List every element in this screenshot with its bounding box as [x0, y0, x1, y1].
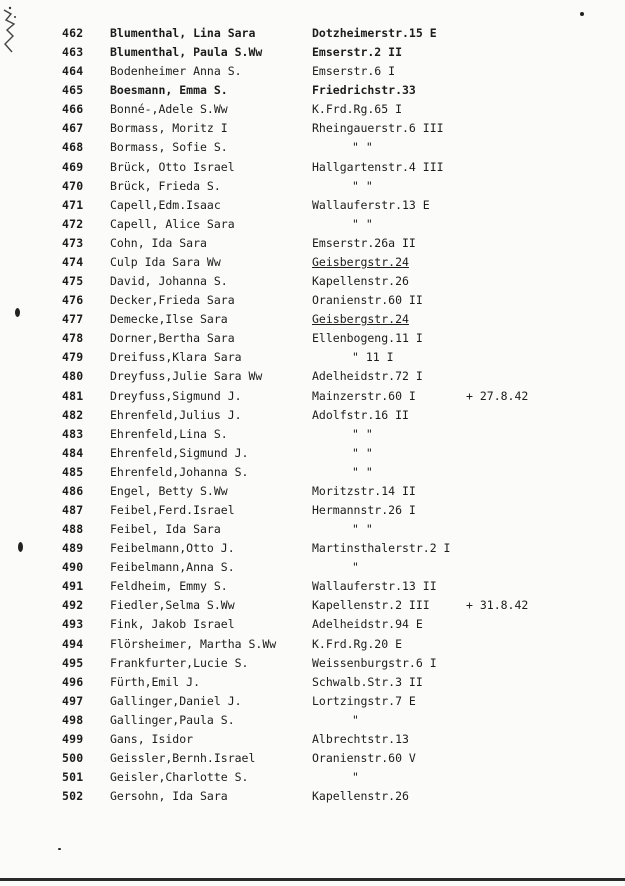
table-row — [0, 100, 625, 119]
entry-name: Ehrenfeld,Julius J. — [110, 407, 242, 422]
entry-number: 468 — [62, 140, 84, 155]
entry-number: 494 — [62, 636, 84, 651]
entry-address: Weissenburgstr.6 I — [312, 655, 437, 670]
entry-address: Mainzerstr.60 I — [312, 388, 416, 403]
table-row — [0, 577, 625, 596]
entry-name: Blumenthal, Lina Sara — [110, 26, 256, 40]
entry-number: 481 — [62, 388, 84, 403]
entry-name: Geisler,Charlotte S. — [110, 770, 249, 785]
entry-name: Brück, Frieda S. — [110, 178, 221, 193]
entry-address: Kapellenstr.2 III — [312, 598, 430, 613]
entry-address: Geisbergstr.24 — [312, 312, 409, 327]
entry-name: Feibel, Ida Sara — [110, 522, 221, 537]
table-row — [0, 749, 625, 768]
entry-name: Bonné-,Adele S.Ww — [110, 102, 228, 117]
table-row — [0, 310, 625, 329]
entry-address: Lortzingstr.7 E — [312, 693, 416, 708]
table-row — [0, 673, 625, 692]
entry-address: Emserstr.6 I — [312, 64, 396, 79]
entry-address: Wallauferstr.13 II — [312, 579, 437, 594]
entry-address: " — [352, 712, 359, 727]
entry-address: Adelheidstr.72 I — [312, 369, 423, 384]
entry-name: Gersohn, Ida Sara — [110, 789, 228, 804]
entry-name: Fürth,Emil J. — [110, 674, 201, 689]
table-row — [0, 482, 625, 501]
entry-name: Decker,Frieda Sara — [110, 293, 235, 308]
entry-number: 495 — [62, 655, 84, 670]
entry-number: 502 — [62, 789, 84, 804]
table-row — [0, 348, 625, 367]
entry-number: 470 — [62, 178, 84, 193]
entry-number: 498 — [62, 712, 84, 727]
entry-name: Fiedler,Selma S.Ww — [110, 598, 235, 613]
entry-name: Gans, Isidor — [110, 731, 194, 746]
entry-address: Oranienstr.60 V — [312, 751, 416, 766]
entry-address: Emserstr.2 II — [312, 45, 403, 60]
entry-number: 497 — [62, 693, 84, 708]
entry-name: Bormass, Sofie S. — [110, 140, 228, 155]
table-row — [0, 730, 625, 749]
entry-name: Ehrenfeld,Johanna S. — [110, 464, 249, 479]
entry-name: Fink, Jakob Israel — [110, 617, 235, 632]
entry-number: 463 — [62, 45, 84, 60]
table-row — [0, 787, 625, 806]
entry-name: Blumenthal, Paula S.Ww — [110, 45, 263, 60]
table-row — [0, 406, 625, 425]
ink-speck — [580, 12, 584, 16]
table-row — [0, 215, 625, 234]
table-row — [0, 654, 625, 673]
table-row — [0, 62, 625, 81]
entry-number: 482 — [62, 407, 84, 422]
entry-number: 473 — [62, 235, 84, 250]
table-row — [0, 119, 625, 138]
entry-number: 487 — [62, 503, 84, 517]
table-row — [0, 539, 625, 558]
table-row — [0, 177, 625, 196]
entry-number: 484 — [62, 445, 84, 460]
entry-number: 479 — [62, 350, 84, 365]
entry-address: Dotzheimerstr.15 E — [312, 26, 437, 40]
entry-address: Friedrichstr.33 — [312, 83, 416, 98]
entry-address: " " — [352, 522, 373, 537]
entry-name: Culp Ida Sara Ww — [110, 254, 221, 269]
table-row — [0, 196, 625, 215]
entry-name: Dreyfuss,Sigmund J. — [110, 388, 242, 403]
entry-address: " " — [352, 426, 373, 441]
entry-number: 493 — [62, 617, 84, 632]
entry-name: Frankfurter,Lucie S. — [110, 655, 249, 670]
entry-name: Gallinger,Daniel J. — [110, 693, 242, 708]
entry-name: Engel, Betty S.Ww — [110, 483, 228, 498]
entry-name: Dreifuss,Klara Sara — [110, 350, 242, 365]
entry-number: 491 — [62, 579, 84, 594]
table-row — [0, 463, 625, 482]
entry-address: Wallauferstr.13 E — [312, 197, 430, 212]
table-row — [0, 291, 625, 310]
entry-address: Rheingauerstr.6 III — [312, 121, 444, 136]
table-row — [0, 596, 625, 615]
entry-number: 485 — [62, 464, 84, 479]
entry-name: Capell, Alice Sara — [110, 216, 235, 231]
entry-address: Albrechtstr.13 — [312, 731, 409, 746]
entry-address: " — [352, 770, 359, 785]
entry-address: Ellenbogeng.11 I — [312, 331, 423, 346]
entry-address: Adelheidstr.94 E — [312, 617, 423, 632]
table-row — [0, 158, 625, 177]
entry-address: Emserstr.26a II — [312, 235, 416, 250]
table-row — [0, 253, 625, 272]
entry-name: Bodenheimer Anna S. — [110, 64, 242, 79]
entry-number: 480 — [62, 369, 84, 384]
entry-number: 492 — [62, 598, 84, 613]
entry-name: Gallinger,Paula S. — [110, 712, 235, 727]
entry-address: Moritzstr.14 II — [312, 483, 416, 498]
entry-name: Capell,Edm.Isaac — [110, 197, 221, 212]
entry-number: 477 — [62, 312, 84, 327]
table-row — [0, 138, 625, 157]
entry-note: + 27.8.42 — [466, 388, 529, 403]
entry-name: Feibelmann,Anna S. — [110, 560, 235, 575]
table-row — [0, 501, 625, 520]
entry-name: Feibel,Ferd.Israel — [110, 503, 235, 517]
entry-note: + 31.8.42 — [466, 598, 529, 613]
entry-number: 464 — [62, 64, 84, 79]
entry-name: Ehrenfeld,Lina S. — [110, 426, 228, 441]
entry-number: 462 — [62, 26, 84, 40]
entry-number: 466 — [62, 102, 84, 117]
entry-name: Boesmann, Emma S. — [110, 83, 228, 98]
table-row — [0, 768, 625, 787]
entry-name: David, Johanna S. — [110, 274, 228, 289]
entry-number: 471 — [62, 197, 84, 212]
table-row — [0, 615, 625, 634]
entry-number: 469 — [62, 159, 84, 174]
entry-address: " 11 I — [352, 350, 394, 365]
entry-address: Hermannstr.26 I — [312, 503, 416, 517]
table-row — [0, 81, 625, 100]
entry-address: Schwalb.Str.3 II — [312, 674, 423, 689]
entry-name: Dorner,Bertha Sara — [110, 331, 235, 346]
entry-address: " " — [352, 178, 373, 193]
table-row — [0, 635, 625, 654]
entry-name: Demecke,Ilse Sara — [110, 312, 228, 327]
entry-address: Martinsthalerstr.2 I — [312, 541, 451, 556]
entry-number: 467 — [62, 121, 84, 136]
table-row — [0, 558, 625, 577]
entry-address: Kapellenstr.26 — [312, 789, 409, 804]
entry-address: Kapellenstr.26 — [312, 274, 409, 289]
entry-address: Adolfstr.16 II — [312, 407, 409, 422]
table-row — [0, 387, 625, 406]
table-row — [0, 711, 625, 730]
entry-address: K.Frd.Rg.65 I — [312, 102, 403, 117]
entry-number: 488 — [62, 522, 84, 537]
entry-number: 474 — [62, 254, 84, 269]
entry-address: " " — [352, 445, 373, 460]
entry-address: " " — [352, 216, 373, 231]
entry-name: Brück, Otto Israel — [110, 159, 235, 174]
entry-address: Hallgartenstr.4 III — [312, 159, 444, 174]
entry-number: 476 — [62, 293, 84, 308]
entry-address: Geisbergstr.24 — [312, 254, 409, 269]
entry-address: K.Frd.Rg.20 E — [312, 636, 403, 651]
table-row — [0, 444, 625, 463]
entry-number: 489 — [62, 541, 84, 556]
entry-name: Cohn, Ida Sara — [110, 235, 207, 250]
entry-address: " " — [352, 140, 373, 155]
entry-address: " — [352, 560, 359, 575]
table-row — [0, 425, 625, 444]
table-row — [0, 234, 625, 253]
entry-address: " " — [352, 464, 373, 479]
entry-number: 472 — [62, 216, 84, 231]
entry-number: 475 — [62, 274, 84, 289]
entry-number: 483 — [62, 426, 84, 441]
bottom-edge-line — [0, 878, 625, 881]
table-row — [0, 24, 625, 43]
entry-name: Dreyfuss,Julie Sara Ww — [110, 369, 263, 384]
entry-name: Flörsheimer, Martha S.Ww — [110, 636, 277, 651]
entry-number: 501 — [62, 770, 84, 785]
table-row — [0, 329, 625, 348]
entry-name: Feibelmann,Otto J. — [110, 541, 235, 556]
entry-name: Geissler,Bernh.Israel — [110, 751, 256, 766]
entry-name: Feldheim, Emmy S. — [110, 579, 228, 594]
table-row — [0, 272, 625, 291]
table-row — [0, 367, 625, 386]
table-row — [0, 43, 625, 62]
ink-speck — [58, 848, 61, 850]
entry-number: 500 — [62, 751, 84, 766]
table-row — [0, 692, 625, 711]
entry-name: Bormass, Moritz I — [110, 121, 228, 136]
entry-address: Oranienstr.60 II — [312, 293, 423, 308]
table-row — [0, 520, 625, 539]
entry-number: 478 — [62, 331, 84, 346]
entry-number: 486 — [62, 483, 84, 498]
entry-number: 499 — [62, 731, 84, 746]
entry-number: 496 — [62, 674, 84, 689]
entry-name: Ehrenfeld,Sigmund J. — [110, 445, 249, 460]
entry-number: 465 — [62, 83, 84, 98]
entry-number: 490 — [62, 560, 84, 575]
